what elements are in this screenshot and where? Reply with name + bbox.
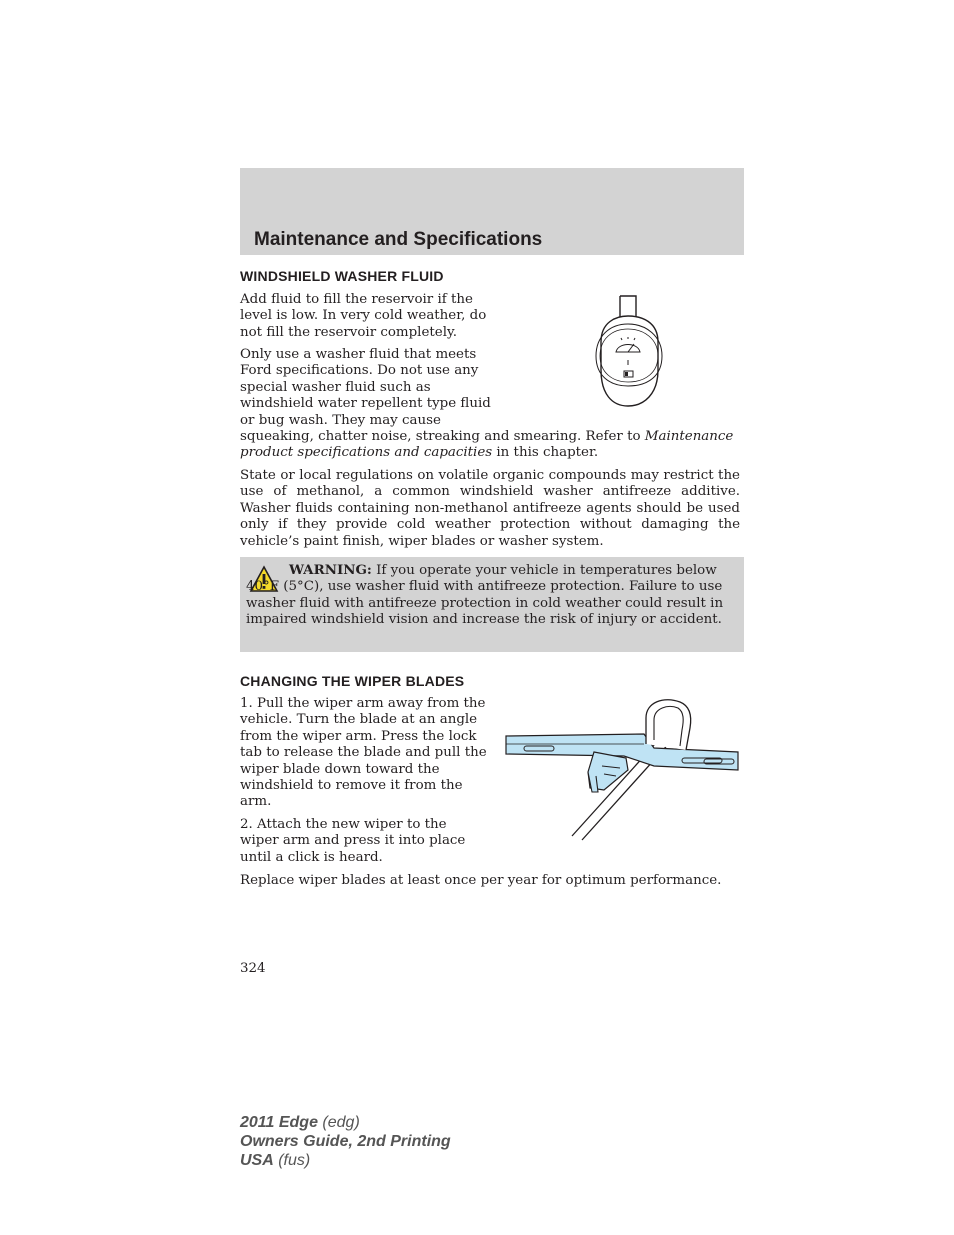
cross-reference: Maintenance product specifications and capacities xyxy=(240,429,734,461)
text-line: from the wiper arm. Press the lock xyxy=(240,728,477,744)
footer-line-3 xyxy=(240,1151,451,1170)
text-line: Ford specifications. Do not use any xyxy=(240,363,479,379)
wiper-blade-illustration xyxy=(504,696,740,842)
footer-market-code: (fus) xyxy=(273,1152,311,1169)
washer-para-3: State or local regulations on volatile organic compounds may restrict the use of methanol, a common windshield washer antifreeze additive. Washer fluids containing non-methanol antifreeze agents should be used only if they provide cold weather protection without damaging the vehicle’s paint finish, wiper blades or washer system. xyxy=(240,468,740,549)
text-line: level is low. In very cold weather, do xyxy=(240,308,487,324)
section-title: Maintenance and Specifications xyxy=(254,229,543,250)
text-line: arm. xyxy=(240,794,272,810)
text-line: 2. Attach the new wiper to the xyxy=(240,817,447,832)
text-line: or bug wash. They may cause xyxy=(240,412,441,428)
text-line: vehicle. Turn the blade at an angle xyxy=(240,712,478,728)
text-line: not fill the reservoir completely. xyxy=(240,324,458,340)
page-number: 324 xyxy=(240,961,266,976)
wiper-step-2 xyxy=(240,817,492,866)
footer-line-2: Owners Guide, 2nd Printing xyxy=(240,1133,451,1150)
warning-body: If you operate your vehicle in temperatures below 40°F (5°C), use washer fluid with antifreeze protection. Failure to use washer fluid with antifreeze protection in cold weather could result in impaired windshield vision and increase the risk of injury or accident. xyxy=(246,563,724,628)
washer-para-2 xyxy=(240,347,492,429)
footer-model-code: (edg) xyxy=(317,1114,360,1131)
text-line: Add fluid to fill the reservoir if the xyxy=(240,292,473,307)
footer-market: USA xyxy=(240,1152,274,1169)
wiper-blades-heading: CHANGING THE WIPER BLADES xyxy=(240,673,465,689)
footer-line-1 xyxy=(240,1113,451,1132)
text-line: Only use a washer fluid that meets xyxy=(240,347,477,362)
wiper-step-1 xyxy=(240,696,492,811)
text-line: tab to release the blade and pull the xyxy=(240,745,487,761)
wiper-closing-note: Replace wiper blades at least once per year for optimum performance. xyxy=(240,873,722,888)
warning-text xyxy=(246,562,732,629)
text-span: squeaking, chatter noise, streaking and smearing. Refer to xyxy=(240,429,645,444)
text-line: windshield water repellent type fluid xyxy=(240,396,491,412)
footer-model: 2011 Edge xyxy=(240,1114,318,1131)
text-line: wiper blade down toward the xyxy=(240,761,440,777)
text-span: in this chapter. xyxy=(492,445,599,461)
section-header-band xyxy=(240,168,744,255)
washer-fluid-heading: WINDSHIELD WASHER FLUID xyxy=(240,268,444,284)
warning-label: WARNING: xyxy=(289,562,372,578)
text-line: 1. Pull the wiper arm away from the xyxy=(240,696,486,711)
text-line: special washer fluid such as xyxy=(240,379,431,395)
text-line: until a click is heard. xyxy=(240,849,383,865)
washer-para-2-continued xyxy=(240,429,740,462)
text-line: wiper arm and press it into place xyxy=(240,833,466,849)
document-footer xyxy=(240,1113,451,1170)
text-line: windshield to remove it from the xyxy=(240,778,463,794)
washer-reservoir-cap-illustration xyxy=(588,294,670,408)
washer-para-1 xyxy=(240,292,492,341)
warning-box xyxy=(240,557,744,652)
